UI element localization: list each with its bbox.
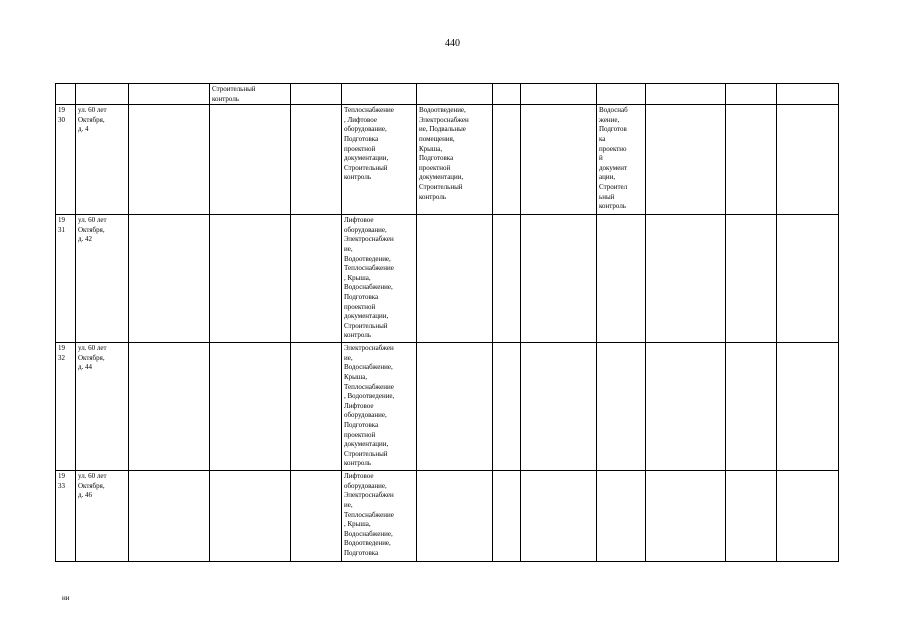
table-cell [56,84,76,105]
table-cell [210,105,291,215]
table-cell [521,343,597,471]
table-cell [76,84,129,105]
table-cell [646,471,726,562]
table-cell [646,84,726,105]
address-cell: ул. 60 лет Октября, д. 46 [76,471,129,562]
table-cell [210,84,291,105]
table-cell [777,105,839,215]
row-number: 19 31 [56,215,76,343]
table-cell [597,343,646,471]
table-cell [342,84,417,105]
table-cell [597,471,646,562]
table-cell [210,471,291,562]
works-cell: Лифтовое оборудование, Электроснабжен ие, Теплоснабжение , Крыша, Водоснабжение, Водоотведение, Подготовка [342,471,417,562]
table-cell [210,343,291,471]
works-cell: Лифтовое оборудование, Электроснабжен ие, Водоотведение, Теплоснабжение , Крыша, Водоснабжение, Подготовка проектной документации, Строительный контроль [342,215,417,343]
table-cell [493,105,521,215]
table-cell [210,215,291,343]
table-cell [417,215,493,343]
table-cell [493,343,521,471]
table-cell [521,84,597,105]
address-cell: ул. 60 лет Октября, д. 44 [76,343,129,471]
table-cell [129,84,210,105]
row-number: 19 32 [56,343,76,471]
row-number: 19 30 [56,105,76,215]
works-cell: Электроснабжен ие, Водоснабжение, Крыша, Теплоснабжение , Водоотведение, Лифтовое оборудование, Подготовка проектной документации, Строительный контроль [342,343,417,471]
table-row [56,215,839,343]
table-cell [777,343,839,471]
table-cell [726,343,777,471]
table-cell [417,84,493,105]
table-cell [417,471,493,562]
table-cell [597,215,646,343]
address-cell: ул. 60 лет Октября, д. 4 [76,105,129,215]
table-row [56,84,839,105]
table-cell [291,343,342,471]
table-cell [129,105,210,215]
works-cell: Водоотведение, Электроснабжен ие, Подвальные помещения, Крыша, Подготовка проектной документации, Строительный контроль [417,105,493,215]
table-cell [597,84,646,105]
table-cell [646,105,726,215]
table-row [56,343,839,471]
table-cell [493,84,521,105]
works-cell: Теплоснабжение , Лифтовое оборудование, Подготовка проектной документации, Строительный контроль [342,105,417,215]
table-cell [417,343,493,471]
works-table [55,83,839,562]
table-row [56,471,839,562]
row-number: 19 33 [56,471,76,562]
table-cell [646,343,726,471]
table-cell [291,471,342,562]
table-cell [777,471,839,562]
table-cell [493,215,521,343]
table-cell [521,471,597,562]
table-cell [521,105,597,215]
table-cell [291,84,342,105]
page-number: 440 [445,38,460,49]
works-cell: Водоснаб жение, Подготов ка проектно й документ ации, Строител ьный контроль [597,105,646,215]
table-cell [493,471,521,562]
cell-text: Строительный контроль [212,85,256,103]
table-cell [777,84,839,105]
table-cell [777,215,839,343]
table-cell [129,343,210,471]
table-cell [726,471,777,562]
footer-mark: ни [62,594,70,602]
table-cell [291,215,342,343]
address-cell: ул. 60 лет Октября, д. 42 [76,215,129,343]
table-cell [646,215,726,343]
table-cell [726,215,777,343]
table-row [56,105,839,215]
table-cell [726,84,777,105]
table-cell [129,471,210,562]
table-cell [129,215,210,343]
table-cell [521,215,597,343]
table-cell [726,105,777,215]
table-cell [291,105,342,215]
